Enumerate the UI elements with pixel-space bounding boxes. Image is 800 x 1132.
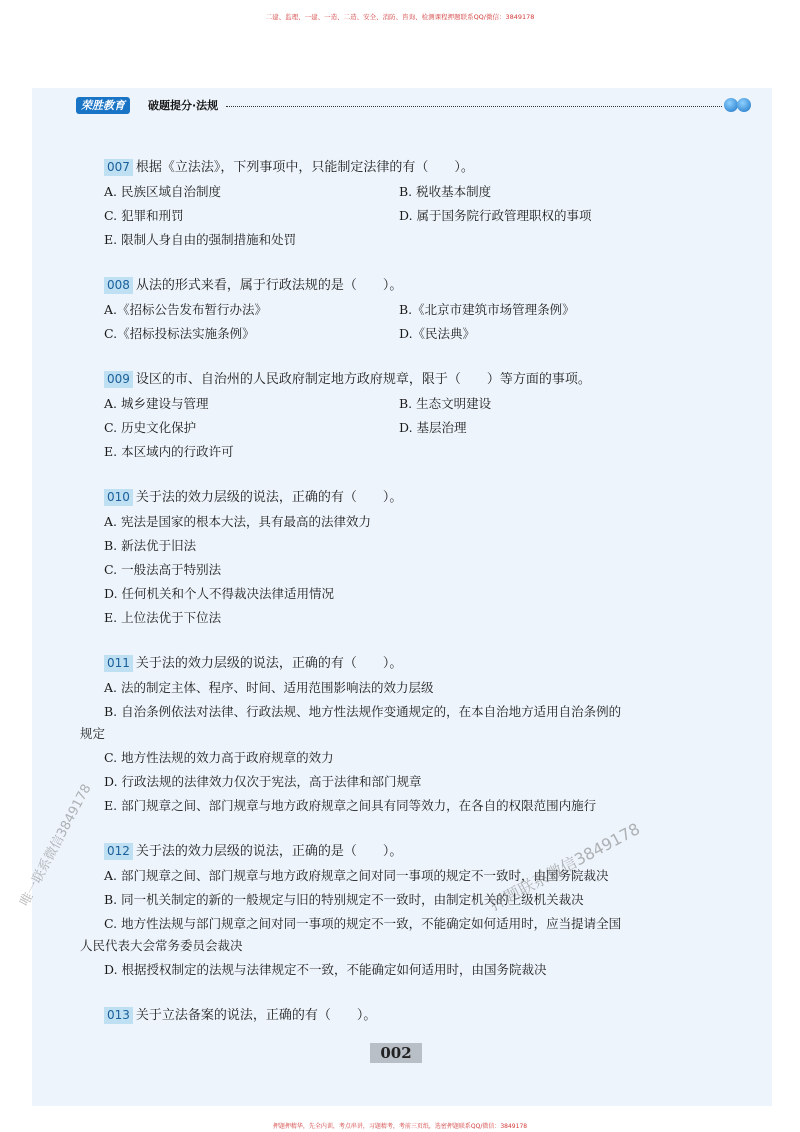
option: E. 部门规章之间、部门规章与地方政府规章之间具有同等效力，在各自的权限范围内施行 [104, 798, 597, 813]
top-watermark-note: 二建、监理、一建、一造、二造、安全、消防、咨询、检测课程押题联系QQ/微信：3849178 [265, 13, 535, 21]
question-stem: 013 关于立法备案的说法，正确的有（ ）。 [104, 1006, 704, 1026]
header-subtitle: 破题提分·法规 [148, 99, 219, 112]
option: B. 新法优于旧法 [104, 538, 197, 553]
page-header [74, 94, 754, 116]
page-number: 002 [370, 1043, 422, 1063]
option: C. 地方性法规与部门规章之间对同一事项的规定不一致，不能确定如何适用时，应当提请全国 [104, 916, 622, 931]
option: E. 限制人身自由的强制措施和处罚 [104, 232, 297, 247]
option: B. 生态文明建设 [399, 396, 492, 411]
question-number: 007 [104, 159, 133, 176]
question-number: 012 [104, 843, 133, 860]
option: D. 属于国务院行政管理职权的事项 [399, 208, 592, 223]
option: C. 犯罪和刑罚 [104, 208, 184, 223]
bottom-watermark-note: 押题押精华，先全内训，考点串讲，习题精考，考前三页纸，选密押题联系QQ/微信：3849178 [272, 1123, 528, 1130]
watermark-text: 唯一联系微信3849178 [17, 781, 95, 909]
option: B.《北京市建筑市场管理条例》 [399, 302, 575, 317]
option: C. 一般法高于特别法 [104, 562, 222, 577]
header-decor-circle-icon [737, 98, 751, 112]
question-number: 008 [104, 277, 133, 294]
brand-logo: 荣胜教育 [76, 97, 130, 114]
option-continuation: 规定 [80, 726, 106, 741]
option: C. 地方性法规的效力高于政府规章的效力 [104, 750, 334, 765]
option: E. 本区域内的行政许可 [104, 444, 234, 459]
option-continuation: 人民代表大会常务委员会裁决 [80, 938, 243, 953]
question-number: 010 [104, 489, 133, 506]
header-dotted-rule [226, 106, 722, 107]
option: C. 历史文化保护 [104, 420, 197, 435]
option: A. 城乡建设与管理 [104, 396, 209, 411]
question-number: 009 [104, 371, 133, 388]
watermark-text: 押题联系微信3849178 [486, 819, 644, 915]
header-decor-circle-icon [724, 98, 738, 112]
option: B. 自治条例依法对法律、行政法规、地方性法规作变通规定的，在本自治地方适用自治条例的 [104, 704, 622, 719]
option: D. 根据授权制定的法规与法律规定不一致，不能确定如何适用时，由国务院裁决 [104, 962, 547, 977]
option: D. 行政法规的法律效力仅次于宪法，高于法律和部门规章 [104, 774, 422, 789]
question-stem: 007 根据《立法法》，下列事项中，只能制定法律的有（ ）。 [104, 158, 704, 178]
question-stem: 012 关于法的效力层级的说法，正确的是（ ）。 [104, 842, 704, 862]
option: A. 部门规章之间、部门规章与地方政府规章之间对同一事项的规定不一致时，由国务院裁决 [104, 868, 609, 883]
question-stem: 010 关于法的效力层级的说法，正确的有（ ）。 [104, 488, 704, 508]
option: B. 同一机关制定的新的一般规定与旧的特别规定不一致时，由制定机关的上级机关裁决 [104, 892, 584, 907]
question-stem: 011 关于法的效力层级的说法，正确的有（ ）。 [104, 654, 704, 674]
option: A. 宪法是国家的根本大法，具有最高的法律效力 [104, 514, 371, 529]
option: D. 基层治理 [399, 420, 467, 435]
question-stem: 009 设区的市、自治州的人民政府制定地方政府规章，限于（ ）等方面的事项。 [104, 370, 704, 390]
option: C.《招标投标法实施条例》 [104, 326, 255, 341]
question-stem: 008 从法的形式来看，属于行政法规的是（ ）。 [104, 276, 704, 296]
option: B. 税收基本制度 [399, 184, 492, 199]
option: D.《民法典》 [399, 326, 476, 341]
option: D. 任何机关和个人不得裁决法律适用情况 [104, 586, 335, 601]
option: E. 上位法优于下位法 [104, 610, 222, 625]
option: A. 法的制定主体、程序、时间、适用范围影响法的效力层级 [104, 680, 434, 695]
option: A. 民族区域自治制度 [104, 184, 221, 199]
question-number: 013 [104, 1007, 133, 1024]
option: A.《招标公告发布暂行办法》 [104, 302, 268, 317]
question-number: 011 [104, 655, 133, 672]
